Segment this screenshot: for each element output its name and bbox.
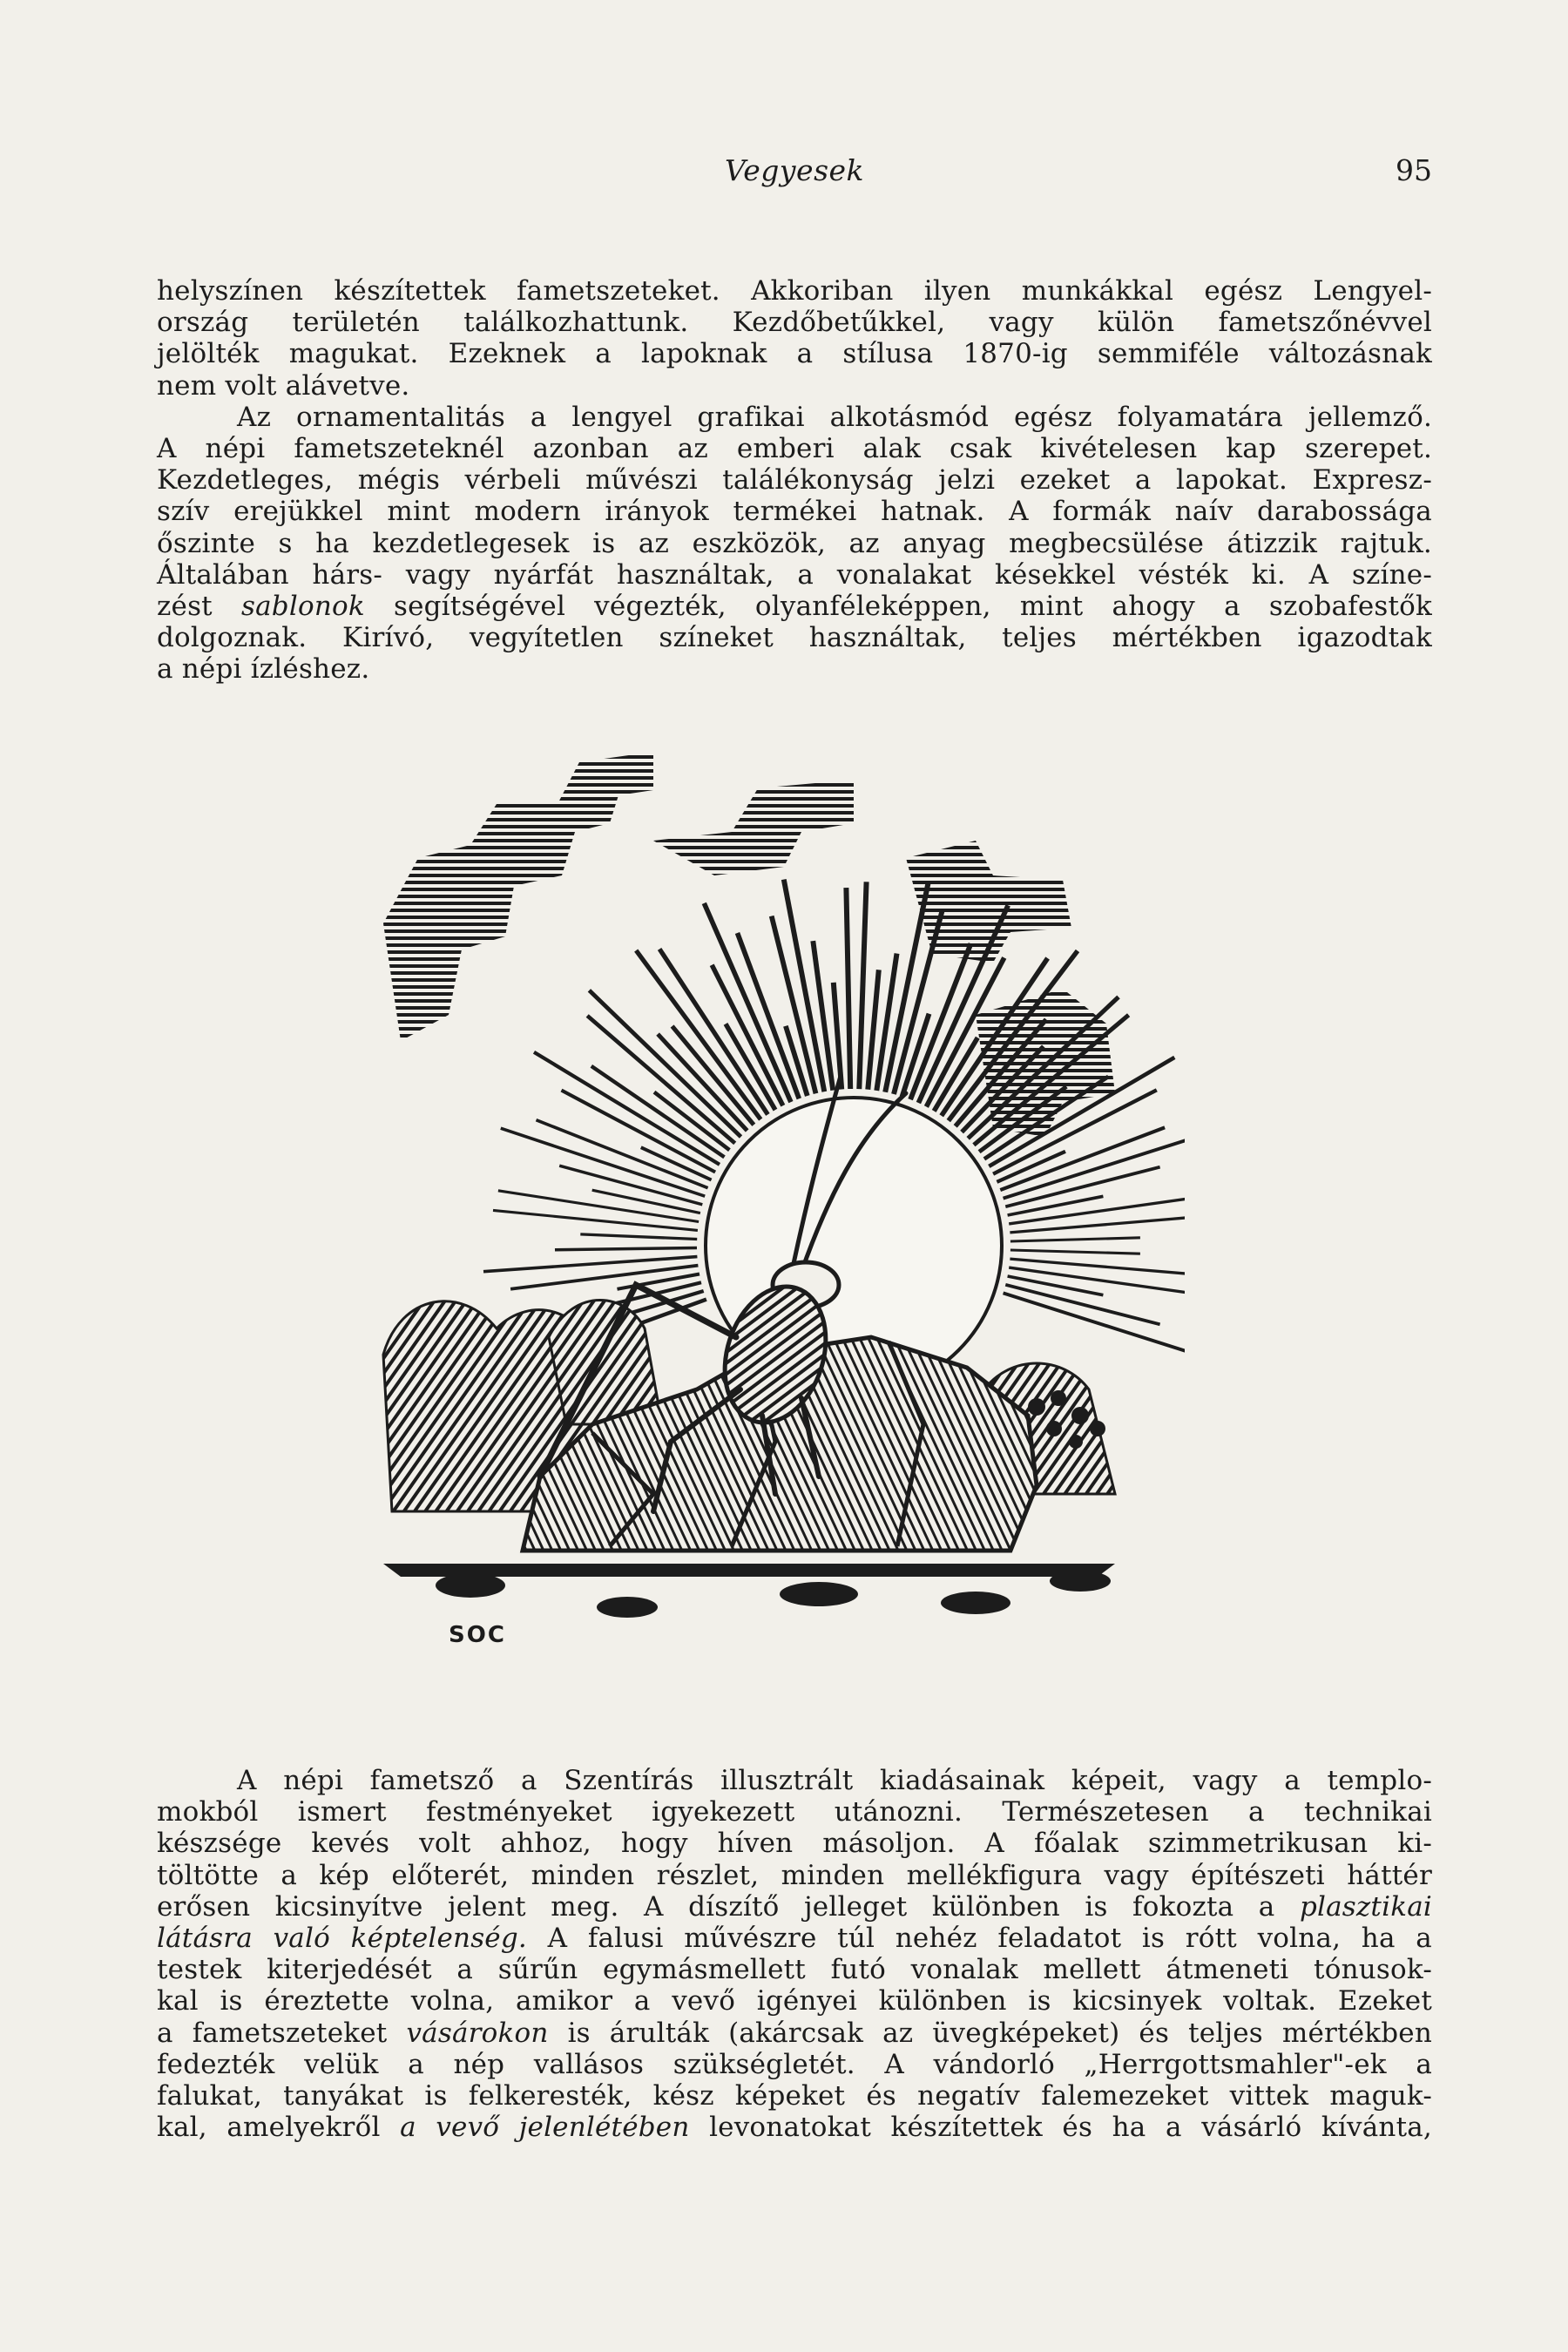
text-line: a népi ízléshez. [157, 653, 370, 686]
text-line: Az ornamentalitás a lengyel grafikai alkotásmód egész folyamatára jellemző. [237, 401, 1432, 433]
text-line [157, 2112, 1432, 2143]
text-fragment: zést [157, 590, 213, 622]
text-line: A népi fametszeteknél azonban az emberi alak csak kivételesen kap szerepet. [157, 432, 1432, 464]
italic-term: látásra való képtelenség. [157, 1922, 527, 1954]
text-line: dolgoznak. Kirívó, vegyítetlen színeket használtak, teljes mértékben igazodtak [157, 622, 1432, 654]
grasshopper-sun-woodcut [366, 727, 1185, 1673]
top-text-block [157, 275, 1432, 685]
bottom-text-block [157, 1765, 1432, 2143]
text-fragment: erősen kicsinyítve jelent meg. A díszítő jelleget különben is fokozta a [157, 1890, 1275, 1923]
sun-ray [1010, 1250, 1140, 1254]
italic-term: vásárokon [406, 2017, 549, 2049]
text-line: ország területén találkozhattunk. Kezdőbetűkkel, vagy külön fametszőnévvel [157, 307, 1432, 339]
cloud-bands [383, 752, 1115, 1137]
page-header [157, 153, 1432, 197]
text-line: helyszínen készítettek fametszeteket. Akkoriban ilyen munkákkal egész Lengyel- [157, 275, 1432, 307]
sun-ray [1010, 1238, 1140, 1241]
sun-ray [1010, 1215, 1185, 1233]
text-line [157, 1923, 1432, 1954]
text-fragment: kal, amelyekről [157, 2112, 381, 2144]
text-line: falukat, tanyákat is felkeresték, kész képeket és negatív falemezeket vittek maguk- [157, 2079, 1432, 2112]
text-line: kal is éreztette volna, amikor a vevő igényei különben is kicsinyek voltak. Ezeket [157, 1985, 1432, 2017]
text-line: Általában hárs- vagy nyárfát használtak, a vonalakat késekkel vésték ki. A színe- [157, 558, 1432, 591]
page-number: 95 [1396, 153, 1432, 187]
text-fragment: is árulták (akárcsak az üvegképeket) és teljes mértékben [567, 2017, 1432, 2049]
text-line: A népi fametsző a Szentírás illusztrált kiadásainak képeit, vagy a templo- [237, 1765, 1432, 1796]
italic-term: plasztikai [1299, 1890, 1432, 1923]
text-line: testek kiterjedését a sűrűn egymásmellett futó vonalak mellett átmeneti tónusok- [157, 1954, 1432, 1986]
text-line: jelölték magukat. Ezeknek a lapoknak a stílusa 1870-ig semmiféle változásnak [157, 338, 1432, 370]
text-line: nem volt alávetve. [157, 369, 410, 402]
text-line: töltötte a kép előterét, minden részlet, minden mellékfigura vagy építészeti háttér [157, 1859, 1432, 1891]
text-fragment: segítségével végezték, olyanféleképpen, mint ahogy a szobafestők [393, 590, 1432, 622]
text-line: szív erejükkel mint modern irányok termékei hatnak. A formák naív darabossága [157, 496, 1432, 528]
text-line [157, 2017, 1432, 2049]
italic-term: sablonok [241, 590, 365, 622]
italic-term: a vevő jelenlétében [400, 2112, 690, 2144]
sun-ray [580, 1234, 697, 1240]
sun-ray [592, 1190, 700, 1213]
text-line: mokból ismert festményeket igyekezett utánozni. Természetesen a technikai [157, 1796, 1432, 1828]
text-line [157, 591, 1432, 622]
text-line: őszinte s ha kezdetlegesek is az eszközök, az anyag megbecsülése átizzik rajtuk. [157, 527, 1432, 559]
artist-signature: SOC [449, 1622, 506, 1648]
running-head: Vegyesek [724, 153, 865, 187]
text-line: fedezték velük a nép vallásos szükségletét. A vándorló „Herrgottsmahler"-ek a [157, 2048, 1432, 2080]
sun-ray [859, 882, 866, 1089]
woodcut-illustration [366, 727, 1185, 1673]
text-fragment: A falusi művészre túl nehéz feladatot is rótt volna, ha a [547, 1922, 1432, 1954]
sun-ray [834, 983, 841, 1090]
text-fragment: levonatokat készítettek és ha a vásárló kívánta, [709, 2112, 1432, 2144]
sun-ray [1004, 1293, 1185, 1358]
text-fragment: a fametszeteket [157, 2017, 388, 2049]
text-line: Kezdetleges, mégis vérbeli művészi találékonyság jelzi ezeket a lapokat. Expresz- [157, 464, 1432, 497]
text-line: készsége kevés volt ahhoz, hogy híven másoljon. A főalak szimmetrikusan ki- [157, 1828, 1432, 1860]
sun-ray [1010, 1259, 1185, 1276]
sun-ray [846, 888, 850, 1089]
text-line [157, 1891, 1432, 1923]
sun-ray [493, 1210, 698, 1230]
sun-ray [555, 1248, 697, 1250]
sun-ray [813, 941, 833, 1091]
